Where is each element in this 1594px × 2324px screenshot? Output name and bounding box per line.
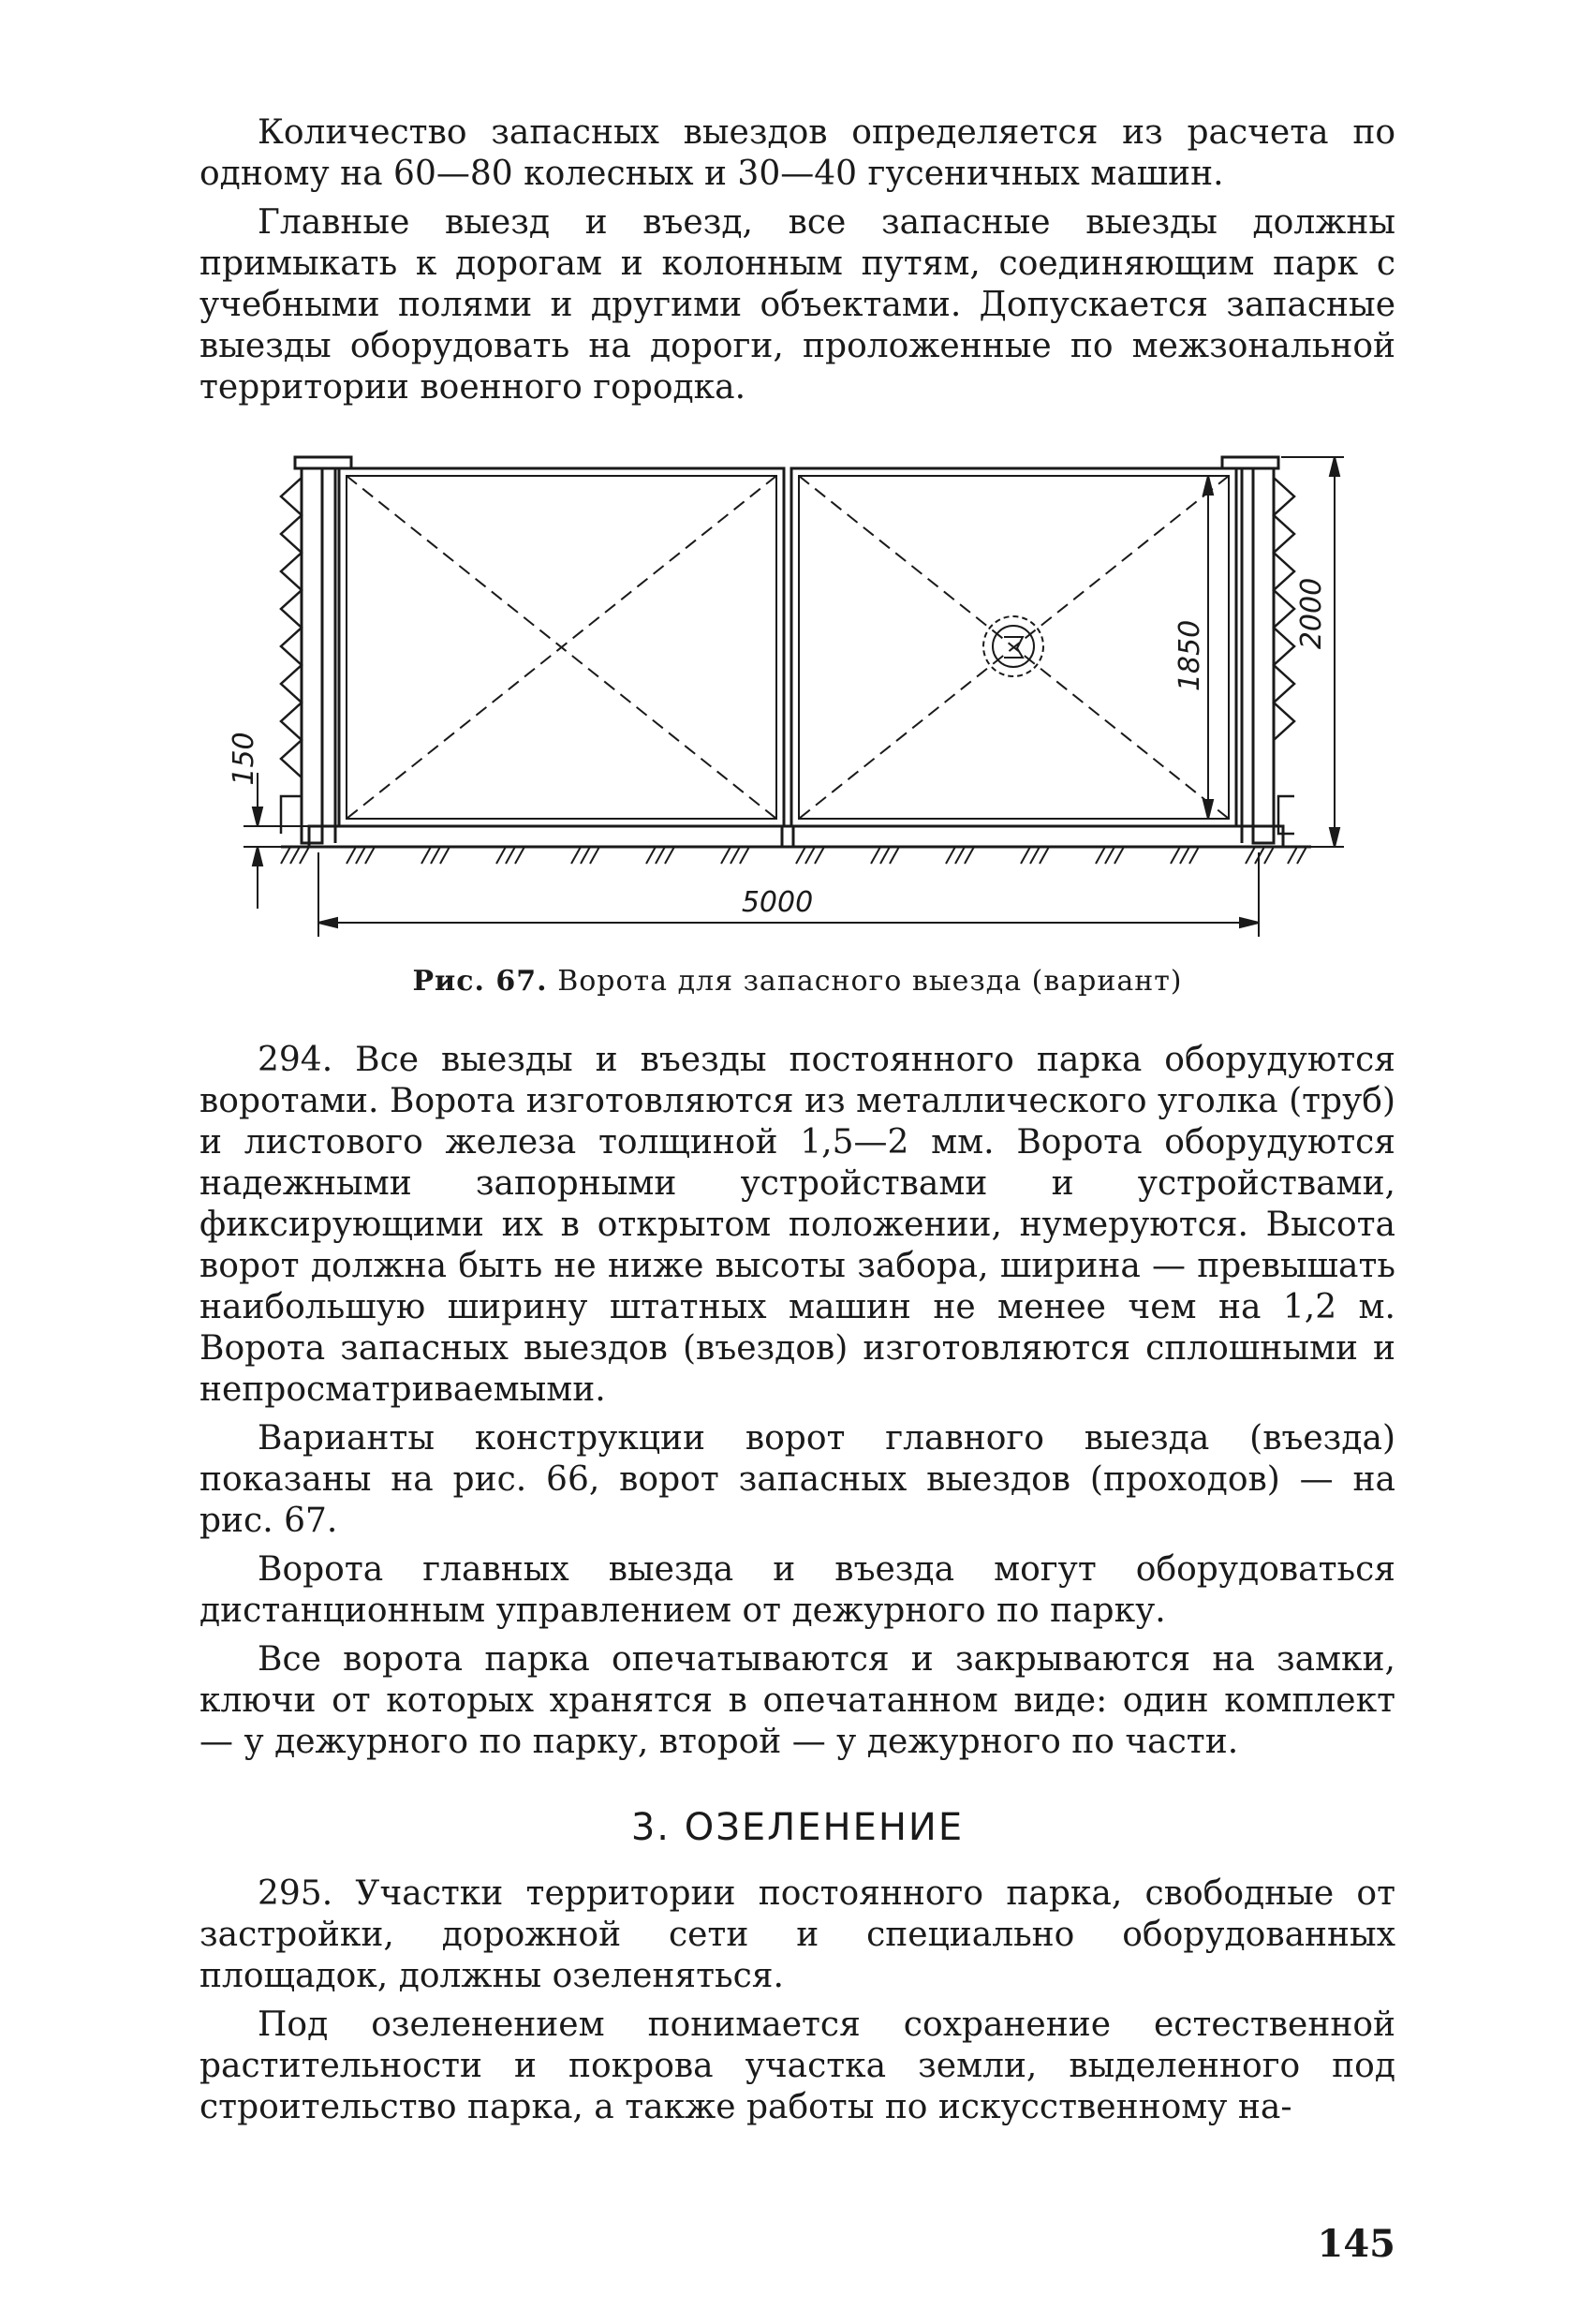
dimension-clearance <box>244 773 309 909</box>
paragraph-remote-control: Ворота главных выезда и въезда могут оборудоваться дистанционным управлением от дежурного по парку. <box>199 1550 1395 1630</box>
top-text <box>199 112 1395 416</box>
body-text <box>199 1040 1395 1770</box>
figure-caption-text: Ворота для запасного выезда (вариант) <box>557 965 1183 998</box>
paragraph-sealing: Все ворота парка опечатываются и закрываются на замки, ключи от которых хранятся в опечатанном виде: один комплект — у дежурного по парку, второй — у дежурного по части. <box>199 1640 1395 1761</box>
figure-caption <box>199 965 1395 998</box>
dimension-total-height <box>1281 457 1344 847</box>
section-heading: 3. ОЗЕЛЕНЕНИЕ <box>630 1806 965 1849</box>
right-post-cap <box>1222 457 1278 468</box>
greening-text <box>199 1873 1395 2136</box>
paragraph-gate-variants: Варианты конструкции ворот главного выезда (въезда) показаны на рис. 66, ворот запасных выездов (проходов) — на рис. 67. <box>199 1419 1395 1540</box>
ground-hatching <box>281 847 1311 864</box>
left-post-cap <box>295 457 351 468</box>
paragraph-295: 295. Участки территории постоянного парка, свободные от застройки, дорожной сети и специально оборудованных площадок, должны озеленяться. <box>199 1874 1395 1995</box>
fence-zigzag-left <box>281 478 302 834</box>
fence-zigzag-right <box>1274 478 1294 834</box>
paragraph-294: 294. Все выезды и въезды постоянного парка оборудуются воротами. Ворота изготовляются из металлического уголка (труб) и листового железа толщиной 1,5—2 мм. Ворота оборудуются надежными запорными устройствами и устройствами, фиксирующими их в открытом положении, нумеруются. Высота ворот должна быть не ниже высоты забора, ширина — превышать наибольшую ширину штатных машин не менее чем на 1,2 м. Ворота запасных выездов (въездов) изготовляются сплошными и непросматриваемыми. <box>199 1041 1395 1409</box>
dimension-width-label: 5000 <box>741 886 814 919</box>
paragraph-greening-definition: Под озеленением понимается сохранение естественной растительности и покрова участка земли, выделенного под строительство парка, а также работы по искусственному на- <box>199 2006 1395 2126</box>
gate-drawing <box>228 440 1405 946</box>
page-number: 145 <box>1317 2222 1395 2266</box>
figure-caption-number: Рис. 67. <box>412 965 548 998</box>
paragraph-exits-count: Количество запасных выездов определяется из расчета по одному на 60—80 колесных и 30—40 гусеничных машин. <box>199 113 1395 193</box>
dimension-clearance-label: 150 <box>228 732 260 786</box>
right-post <box>1253 468 1274 843</box>
paragraph-exits-roads: Главные выезд и въезд, все запасные выезды должны примыкать к дорогам и колонным путям, соединяющим парк с учебными полями и другими объектами. Допускается запасные выезды оборудовать на дороги, проложенные по межзональной территории военного городка. <box>199 203 1395 407</box>
left-post <box>302 468 322 843</box>
dimension-total-height-label: 2000 <box>1295 577 1328 650</box>
dimension-leaf-height-label: 1850 <box>1173 619 1206 692</box>
bottom-rail <box>309 826 1283 847</box>
